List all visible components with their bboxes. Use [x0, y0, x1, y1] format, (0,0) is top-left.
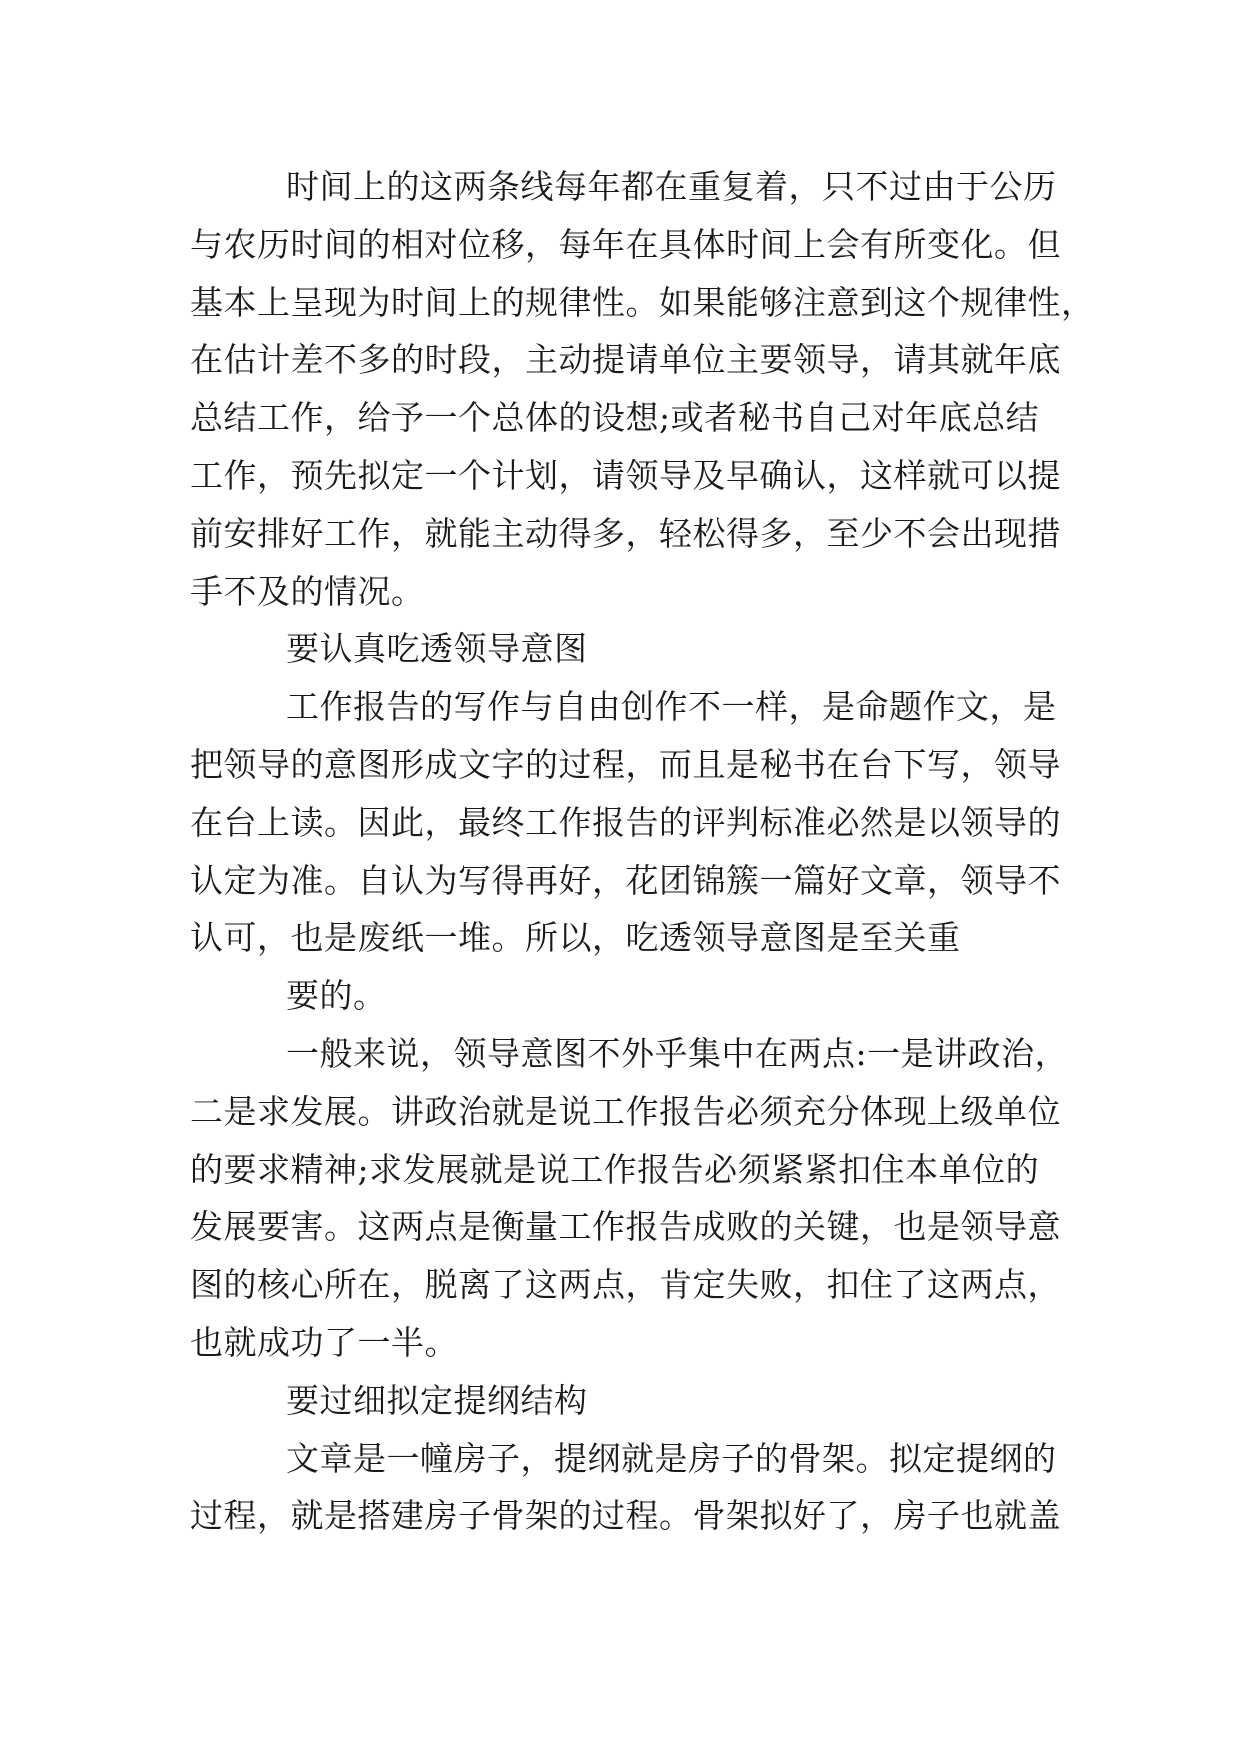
text-line: 时间上的这两条线每年都在重复着，只不过由于公历: [286, 167, 1057, 206]
text-line: 工作报告的写作与自由创作不一样，是命题作文，是: [286, 687, 1057, 727]
text-line: 要的。: [286, 976, 387, 1016]
document-body: [190, 158, 1095, 1545]
text-line: 与农历时间的相对位移，每年在具体时间上会有所变化。但: [190, 224, 1061, 264]
text-line: 手不及的情况。: [190, 571, 425, 611]
text-line: 总结工作，给予一个总体的设想;或者秘书自己对年底总结: [190, 398, 1040, 438]
text-line: 在估计差不多的时段，主动提请单位主要领导，请其就年底: [190, 340, 1061, 380]
text-line: 文章是一幢房子，提纲就是房子的骨架。拟定提纲的: [286, 1438, 1057, 1478]
text-line: 图的核心所在，脱离了这两点，肯定失败，扣住了这两点，: [190, 1265, 1061, 1305]
text-line: 过程，就是搭建房子骨架的过程。骨架拟好了，房子也就盖: [190, 1496, 1061, 1536]
text-line: 的要求精神;求发展就是说工作报告必须紧紧扣住本单位的: [190, 1149, 1040, 1189]
text-line: 要过细拟定提纲结构: [286, 1380, 588, 1420]
text-line: 基本上呈现为时间上的规律性。如果能够注意到这个规律性，: [190, 282, 1095, 322]
text-line: 在台上读。因此，最终工作报告的评判标准必然是以领导的: [190, 802, 1061, 842]
text-line: 一般来说，领导意图不外乎集中在两点:一是讲政治，: [286, 1033, 1069, 1073]
text-line: 把领导的意图形成文字的过程，而且是秘书在台下写，领导: [190, 744, 1061, 784]
text-line: 要认真吃透领导意图: [286, 629, 588, 669]
text-line: 认可，也是废纸一堆。所以，吃透领导意图是至关重: [190, 918, 961, 958]
text-line: 也就成功了一半。: [190, 1322, 458, 1362]
text-line: 认定为准。自认为写得再好，花团锦簇一篇好文章，领导不: [190, 860, 1061, 900]
text-line: 二是求发展。讲政治就是说工作报告必须充分体现上级单位: [190, 1091, 1061, 1131]
text-line: 工作，预先拟定一个计划，请领导及早确认，这样就可以提: [190, 455, 1061, 495]
text-line: 发展要害。这两点是衡量工作报告成败的关键，也是领导意: [190, 1207, 1061, 1247]
text-line: 前安排好工作，就能主动得多，轻松得多，至少不会出现措: [190, 513, 1061, 553]
